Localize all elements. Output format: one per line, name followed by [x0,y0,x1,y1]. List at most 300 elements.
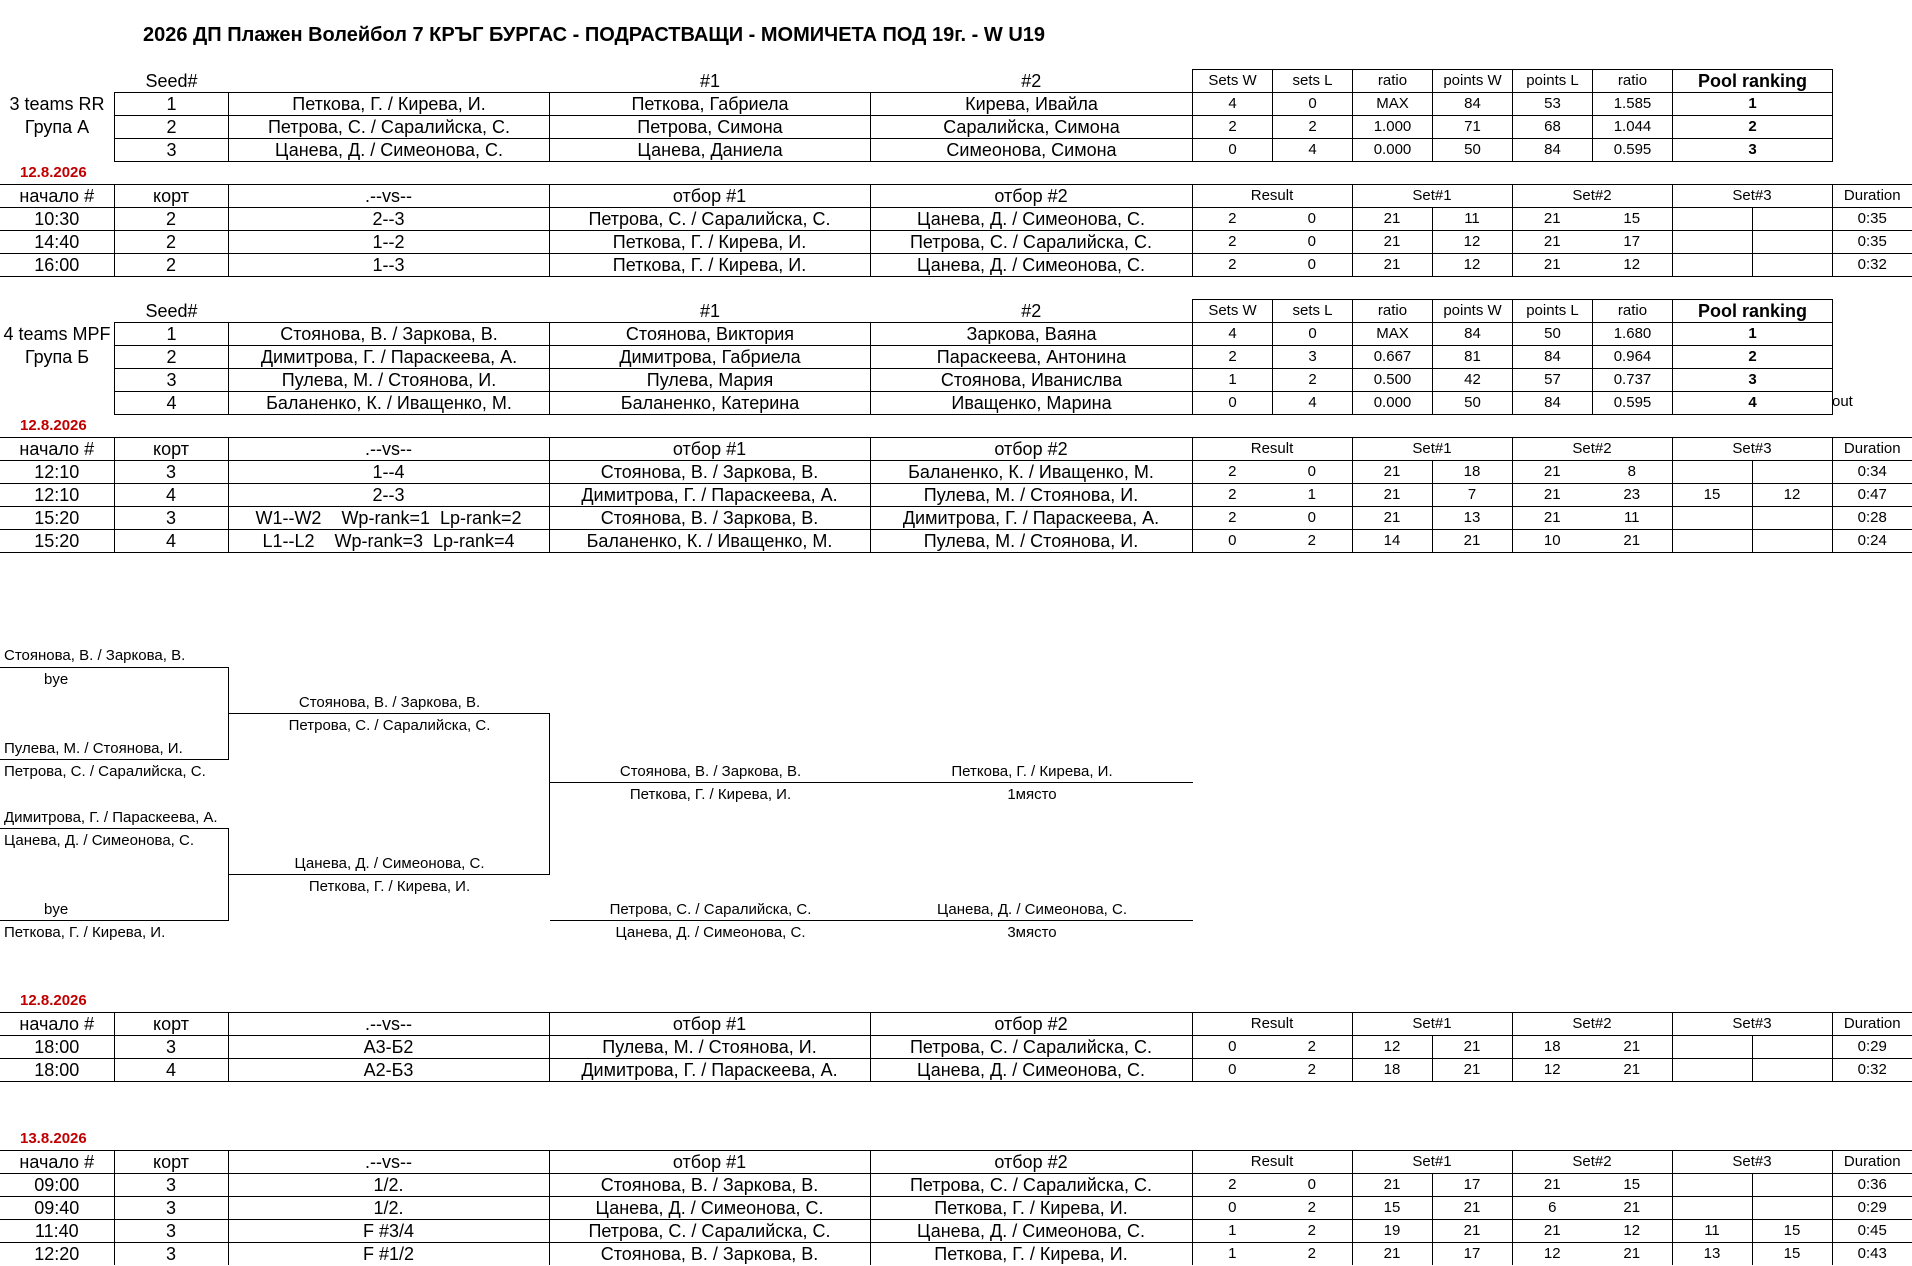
set1b-cell: 21 [1432,1197,1512,1220]
set1a-cell: 12 [1352,1036,1432,1059]
set1b-cell: 21 [1432,1220,1512,1243]
crossover-date: 12.8.2026 [20,992,87,1009]
team2-cell: Пулева, М. / Стоянова, И. [870,530,1192,553]
table-row [0,530,1912,553]
player2-cell: Симеонова, Симона [871,139,1193,162]
team2-header: отбор #2 [870,1013,1192,1036]
set2a-cell: 18 [1512,1036,1592,1059]
set3b-cell [1752,254,1832,277]
bracket-line [0,667,229,668]
set1a-cell: 14 [1352,530,1432,553]
bracket-entry: Стоянова, В. / Заркова, В. [298,694,481,711]
group-a-matches-table [0,184,1912,277]
set1a-cell: 21 [1352,231,1432,254]
seed-cell: 3 [115,139,229,162]
team-cell: Пулева, М. / Стоянова, И. [229,369,550,392]
team-cell: Петрова, С. / Саралийска, С. [229,116,550,139]
set1-header: Set#1 [1352,1151,1512,1174]
team2-cell: Цанева, Д. / Симеонова, С. [870,208,1192,231]
start-header: начало # [0,1013,114,1036]
rank-cell: 4 [1673,392,1833,415]
standings-header-row [115,300,1833,323]
bracket-entry: Цанева, Д. / Симеонова, С. [615,924,806,941]
points-l-cell: 84 [1513,346,1593,369]
result1-cell: 0 [1192,530,1272,553]
set1b-cell: 12 [1432,254,1512,277]
set3-header: Set#3 [1672,438,1832,461]
court-cell: 3 [114,1243,228,1266]
bracket-entry: Пулева, М. / Стоянова, И. [4,740,183,757]
set2a-cell: 10 [1512,530,1592,553]
ratio2-cell: 1.680 [1593,323,1673,346]
duration-cell: 0:24 [1832,530,1912,553]
set2b-cell: 11 [1592,507,1672,530]
team-cell: Димитрова, Г. / Параскеева, А. [229,346,550,369]
finals-date: 13.8.2026 [20,1130,87,1147]
bracket-entry: Стоянова, В. / Заркова, В. [619,763,802,780]
rank-cell: 3 [1673,369,1833,392]
seed-header: Seed# [145,70,198,91]
table-row [0,1197,1912,1220]
bracket-entry: Цанева, Д. / Симеонова, С. [4,832,195,849]
ratio-cell: 0.500 [1353,369,1433,392]
set3b-cell: 12 [1752,484,1832,507]
sets-w-cell: 2 [1193,346,1273,369]
result2-cell: 2 [1272,1197,1352,1220]
sets-w-header: Sets W [1193,70,1273,93]
vs-header: .--vs-- [228,438,549,461]
duration-header: Duration [1832,438,1912,461]
sets-w-header: Sets W [1193,300,1273,323]
team2-cell: Пулева, М. / Стоянова, И. [870,484,1192,507]
points-w-cell: 71 [1433,116,1513,139]
result1-cell: 2 [1192,461,1272,484]
set2a-cell: 21 [1512,231,1592,254]
result-header: Result [1192,1013,1352,1036]
team1-cell: Стоянова, В. / Заркова, В. [549,461,870,484]
court-cell: 3 [114,1036,228,1059]
time-cell: 09:40 [0,1197,114,1220]
match-header-row [0,438,1912,461]
seed-cell: 1 [115,323,229,346]
time-cell: 09:00 [0,1174,114,1197]
set2b-cell: 21 [1592,1243,1672,1266]
match-header-row [0,185,1912,208]
seed-cell: 2 [115,346,229,369]
bracket-place: 1място [1007,786,1057,803]
group-b-matches-table [0,437,1912,553]
result1-cell: 2 [1192,231,1272,254]
result-header: Result [1192,185,1352,208]
set2a-cell: 21 [1512,484,1592,507]
time-cell: 12:20 [0,1243,114,1266]
result1-cell: 2 [1192,208,1272,231]
sets-w-cell: 4 [1193,93,1273,116]
result2-cell: 0 [1272,231,1352,254]
result2-cell: 1 [1272,484,1352,507]
table-row [115,323,1833,346]
ratio2-cell: 0.595 [1593,139,1673,162]
vs-cell: L1--L2 Wp-rank=3 Lp-rank=4 [228,530,549,553]
set3b-cell [1752,1174,1832,1197]
result2-cell: 0 [1272,461,1352,484]
time-cell: 10:30 [0,208,114,231]
result2-cell: 2 [1272,1036,1352,1059]
rank-cell: 2 [1673,116,1833,139]
set3b-cell [1752,507,1832,530]
match-header-row [0,1151,1912,1174]
points-w-cell: 42 [1433,369,1513,392]
set2b-cell: 21 [1592,530,1672,553]
team2-cell: Петкова, Г. / Кирева, И. [870,1197,1192,1220]
team1-header: отбор #1 [549,438,870,461]
set1b-cell: 18 [1432,461,1512,484]
table-row [0,461,1912,484]
duration-cell: 0:28 [1832,507,1912,530]
sets-l-cell: 2 [1273,116,1353,139]
team-header [229,300,550,323]
set1a-cell: 21 [1352,461,1432,484]
duration-cell: 0:29 [1832,1036,1912,1059]
player1-cell: Петрова, Симона [550,116,871,139]
rank-cell: 1 [1673,323,1833,346]
table-row [115,116,1833,139]
team1-cell: Петрова, С. / Саралийска, С. [549,1220,870,1243]
vs-cell: 1/2. [228,1174,549,1197]
set3a-cell [1672,231,1752,254]
match-header-row [0,1013,1912,1036]
vs-cell: 2--3 [228,208,549,231]
bracket-entry: Петрова, С. / Саралийска, С. [4,763,206,780]
bracket-entry: Петрова, С. / Саралийска, С. [609,901,812,918]
player2-cell: Кирева, Ивайла [871,93,1193,116]
rank-cell: 1 [1673,93,1833,116]
result2-cell: 0 [1272,507,1352,530]
duration-header: Duration [1832,1013,1912,1036]
set1a-cell: 19 [1352,1220,1432,1243]
result2-cell: 2 [1272,530,1352,553]
points-w-cell: 50 [1433,392,1513,415]
result1-cell: 0 [1192,1059,1272,1082]
set3a-cell [1672,507,1752,530]
seed-cell: 3 [115,369,229,392]
court-header: корт [114,438,228,461]
duration-cell: 0:36 [1832,1174,1912,1197]
ratio-header: ratio [1353,70,1433,93]
time-cell: 16:00 [0,254,114,277]
rank-cell: 2 [1673,346,1833,369]
bracket-entry: Димитрова, Г. / Параскеева, А. [4,809,218,826]
vs-cell: 1--4 [228,461,549,484]
set1-header: Set#1 [1352,1013,1512,1036]
sets-l-cell: 0 [1273,93,1353,116]
points-l-cell: 84 [1513,392,1593,415]
team1-header: отбор #1 [549,1151,870,1174]
time-cell: 15:20 [0,507,114,530]
set1b-cell: 12 [1432,231,1512,254]
duration-cell: 0:43 [1832,1243,1912,1266]
vs-cell: 1--2 [228,231,549,254]
player1-cell: Цанева, Даниела [550,139,871,162]
result2-cell: 0 [1272,1174,1352,1197]
group-a-standings-table [114,69,1833,162]
player2-header: #2 [1021,300,1042,321]
result2-cell: 0 [1272,208,1352,231]
set3a-cell [1672,208,1752,231]
set2a-cell: 21 [1512,208,1592,231]
team2-cell: Димитрова, Г. / Параскеева, А. [870,507,1192,530]
set2b-cell: 21 [1592,1059,1672,1082]
points-w-header: points W [1433,70,1513,93]
player2-cell: Параскеева, Антонина [871,346,1193,369]
ratio2-cell: 1.044 [1593,116,1673,139]
set3b-cell: 15 [1752,1243,1832,1266]
court-header: корт [114,1013,228,1036]
vs-cell: F #3/4 [228,1220,549,1243]
duration-cell: 0:29 [1832,1197,1912,1220]
set2a-cell: 21 [1512,1174,1592,1197]
team2-header: отбор #2 [870,438,1192,461]
set2a-cell: 21 [1512,507,1592,530]
ratio2-cell: 0.964 [1593,346,1673,369]
set3a-cell [1672,254,1752,277]
points-w-cell: 84 [1433,93,1513,116]
team2-cell: Цанева, Д. / Симеонова, С. [870,1220,1192,1243]
result-header: Result [1192,438,1352,461]
set2a-cell: 21 [1512,1220,1592,1243]
set2b-cell: 23 [1592,484,1672,507]
table-row [115,346,1833,369]
table-row [0,1220,1912,1243]
set3b-cell [1752,208,1832,231]
result1-cell: 2 [1192,507,1272,530]
page-title: 2026 ДП Плажен Волейбол 7 КРЪГ БУРГАС - ПОДРАСТВАЩИ - МОМИЧЕТА ПОД 19г. - W U19 [143,24,1046,46]
finals-matches-table [0,1150,1912,1265]
set1a-cell: 21 [1352,254,1432,277]
pool-ranking-header: Pool ranking [1673,70,1833,93]
ratio-cell: 0.000 [1353,139,1433,162]
team2-header: отбор #2 [870,1151,1192,1174]
group-b-label [0,323,114,369]
player1-cell: Пулева, Мария [550,369,871,392]
court-cell: 2 [114,254,228,277]
set3b-cell [1752,530,1832,553]
points-l-cell: 68 [1513,116,1593,139]
points-w-cell: 84 [1433,323,1513,346]
result1-cell: 2 [1192,1174,1272,1197]
bracket-entry: Петрова, С. / Саралийска, С. [288,717,491,734]
team-cell: Петкова, Г. / Кирева, И. [229,93,550,116]
crossover-matches-table [0,1012,1912,1082]
vs-cell: 2--3 [228,484,549,507]
time-cell: 12:10 [0,484,114,507]
court-cell: 3 [114,1197,228,1220]
set1b-cell: 17 [1432,1243,1512,1266]
team2-cell: Петкова, Г. / Кирева, И. [870,1243,1192,1266]
bracket-winner: Петкова, Г. / Кирева, И. [951,763,1113,780]
duration-cell: 0:32 [1832,254,1912,277]
set2a-cell: 6 [1512,1197,1592,1220]
player2-header: #2 [1021,70,1042,91]
team1-cell: Стоянова, В. / Заркова, В. [549,1243,870,1266]
set2b-cell: 21 [1592,1197,1672,1220]
ratio2-cell: 0.737 [1593,369,1673,392]
set1-header: Set#1 [1352,185,1512,208]
team-cell: Цанева, Д. / Симеонова, С. [229,139,550,162]
standings-header-row [115,70,1833,93]
bracket-line [0,920,229,921]
group-a-name: Група А [24,117,90,137]
court-cell: 3 [114,1174,228,1197]
result1-cell: 2 [1192,254,1272,277]
table-row [0,208,1912,231]
court-header: корт [114,185,228,208]
set3-header: Set#3 [1672,1151,1832,1174]
bracket-line [229,713,550,714]
points-l-cell: 57 [1513,369,1593,392]
team2-cell: Цанева, Д. / Симеонова, С. [870,1059,1192,1082]
set3-header: Set#3 [1672,185,1832,208]
result1-cell: 0 [1192,1197,1272,1220]
set1b-cell: 17 [1432,1174,1512,1197]
player2-cell: Саралийска, Симона [871,116,1193,139]
set1a-cell: 21 [1352,1243,1432,1266]
player1-cell: Стоянова, Виктория [550,323,871,346]
set2a-cell: 12 [1512,1243,1592,1266]
set3a-cell [1672,461,1752,484]
set3b-cell [1752,1197,1832,1220]
vs-header: .--vs-- [228,185,549,208]
set3b-cell [1752,461,1832,484]
duration-cell: 0:35 [1832,208,1912,231]
vs-cell: 1/2. [228,1197,549,1220]
set1b-cell: 21 [1432,1036,1512,1059]
group-b-format: 4 teams MPF [3,324,111,344]
sets-l-cell: 0 [1273,323,1353,346]
team1-cell: Стоянова, В. / Заркова, В. [549,507,870,530]
set2-header: Set#2 [1512,185,1672,208]
vs-cell: W1--W2 Wp-rank=1 Lp-rank=2 [228,507,549,530]
seed-cell: 4 [115,392,229,415]
team1-cell: Стоянова, В. / Заркова, В. [549,1174,870,1197]
bracket-bye: bye [44,901,69,918]
court-cell: 2 [114,231,228,254]
result2-cell: 0 [1272,254,1352,277]
team1-cell: Петкова, Г. / Кирева, И. [549,231,870,254]
table-row [0,484,1912,507]
ratio-header: ratio [1353,300,1433,323]
result2-cell: 2 [1272,1220,1352,1243]
bracket-entry: Стоянова, В. / Заркова, В. [4,647,186,664]
set2-header: Set#2 [1512,438,1672,461]
bracket-entry: Цанева, Д. / Симеонова, С. [294,855,485,872]
table-row [115,139,1833,162]
bracket-line [229,874,550,875]
duration-cell: 0:35 [1832,231,1912,254]
rank-cell: 3 [1673,139,1833,162]
ratio-cell: 1.000 [1353,116,1433,139]
set1-header: Set#1 [1352,438,1512,461]
set2-header: Set#2 [1512,1151,1672,1174]
bracket-entry: Петкова, Г. / Кирева, И. [308,878,471,895]
team1-cell: Димитрова, Г. / Параскеева, А. [549,1059,870,1082]
set3b-cell [1752,231,1832,254]
vs-header: .--vs-- [228,1151,549,1174]
sets-w-cell: 4 [1193,323,1273,346]
set3a-cell [1672,1059,1752,1082]
sets-w-cell: 1 [1193,369,1273,392]
sets-l-cell: 3 [1273,346,1353,369]
set3a-cell: 11 [1672,1220,1752,1243]
team2-cell: Петрова, С. / Саралийска, С. [870,231,1192,254]
team1-header: отбор #1 [549,185,870,208]
set3a-cell: 13 [1672,1243,1752,1266]
bracket-winner: Цанева, Д. / Симеонова, С. [936,901,1127,918]
set3b-cell [1752,1059,1832,1082]
set1b-cell: 11 [1432,208,1512,231]
ratio-cell: 0.000 [1353,392,1433,415]
player2-cell: Заркова, Ваяна [871,323,1193,346]
group-b-date: 12.8.2026 [20,417,87,434]
player2-cell: Стоянова, Иванислва [871,369,1193,392]
team2-cell: Цанева, Д. / Симеонова, С. [870,254,1192,277]
result1-cell: 0 [1192,1036,1272,1059]
duration-cell: 0:34 [1832,461,1912,484]
table-row [0,1174,1912,1197]
sets-l-header: sets L [1273,300,1353,323]
result1-cell: 1 [1192,1220,1272,1243]
table-row [0,254,1912,277]
team1-cell: Пулева, М. / Стоянова, И. [549,1036,870,1059]
bracket-place: 3място [1007,924,1057,941]
set3a-cell [1672,1174,1752,1197]
player1-cell: Петкова, Габриела [550,93,871,116]
group-a-date: 12.8.2026 [20,164,87,181]
team-header [229,70,550,93]
duration-header: Duration [1832,185,1912,208]
start-header: начало # [0,438,114,461]
time-cell: 12:10 [0,461,114,484]
ratio2-header: ratio [1593,300,1673,323]
court-cell: 3 [114,461,228,484]
team1-header: отбор #1 [549,1013,870,1036]
set3-header: Set#3 [1672,1013,1832,1036]
court-cell: 4 [114,530,228,553]
table-row [115,93,1833,116]
player1-header: #1 [699,70,721,91]
set1a-cell: 21 [1352,208,1432,231]
start-header: начало # [0,1151,114,1174]
table-row [0,1059,1912,1082]
player1-header: #1 [699,300,721,321]
sets-l-cell: 4 [1273,392,1353,415]
set3a-cell [1672,530,1752,553]
team-cell: Стоянова, В. / Заркова, В. [229,323,550,346]
sets-l-header: sets L [1273,70,1353,93]
duration-header: Duration [1832,1151,1912,1174]
vs-header: .--vs-- [228,1013,549,1036]
result2-cell: 2 [1272,1059,1352,1082]
seed-header: Seed# [145,300,198,321]
set1a-cell: 21 [1352,507,1432,530]
time-cell: 18:00 [0,1036,114,1059]
points-w-cell: 81 [1433,346,1513,369]
points-w-cell: 50 [1433,139,1513,162]
points-w-header: points W [1433,300,1513,323]
seed-cell: 2 [115,116,229,139]
set1a-cell: 15 [1352,1197,1432,1220]
vs-cell: A3-Б2 [228,1036,549,1059]
